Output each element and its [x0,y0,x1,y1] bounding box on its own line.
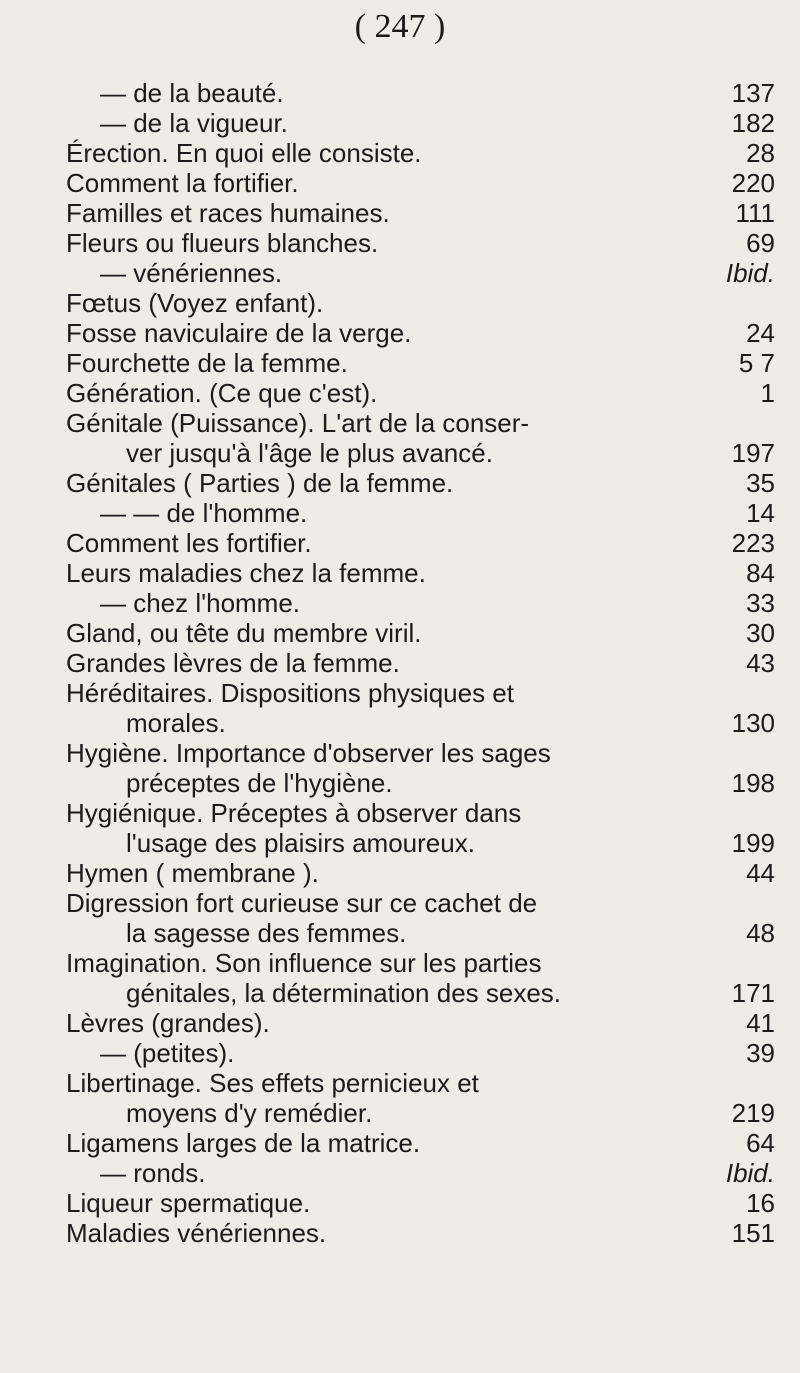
entry-page-number: 39 [746,1038,775,1068]
entry-page-number: 41 [746,1008,775,1038]
entry-text: Maladies vénériennes. [66,1218,327,1248]
entry-line [0,588,800,618]
entry-page-number: 111 [735,198,775,228]
entry-line [0,648,800,678]
index-entry [0,408,800,468]
entry-line [0,168,800,198]
entry-line [0,288,800,318]
entry-text: — de la beauté. [100,78,284,108]
index-entry [0,1068,800,1128]
entry-page-number: 199 [731,828,775,858]
entry-text: Ligamens larges de la matrice. [66,1128,421,1158]
entry-page-number: 5 7 [738,348,775,378]
entry-text: Hymen ( membrane ). [66,858,319,888]
entry-line [0,78,800,108]
index-entry [0,108,800,138]
entry-line [0,1008,800,1038]
entry-line [0,1068,800,1098]
entry-text: Comment la fortifier. [66,168,299,198]
entry-line [0,618,800,648]
entry-text: Héréditaires. Dispositions physiques et [66,678,514,708]
entry-page-number: 219 [731,1098,775,1128]
index-entry [0,738,800,798]
entry-page-number: 1 [760,378,775,408]
entry-line [0,708,800,738]
entry-line [0,498,800,528]
entry-line [0,318,800,348]
index-entry [0,588,800,618]
entry-line [0,138,800,168]
entry-line [0,108,800,138]
entry-line [0,1188,800,1218]
entry-text: Leurs maladies chez la femme. [66,558,426,588]
entry-page-number: 35 [746,468,775,498]
index-entry [0,1128,800,1158]
entry-text: Lèvres (grandes). [66,1008,270,1038]
entry-text: — (petites). [100,1038,235,1068]
entry-text: Libertinage. Ses effets pernicieux et [66,1068,479,1098]
entry-text: Hygiénique. Préceptes à observer dans [66,798,522,828]
entry-text: Érection. En quoi elle consiste. [66,138,422,168]
entry-page-number: 14 [746,498,775,528]
index-entry [0,168,800,198]
entry-text: Fleurs ou flueurs blanches. [66,228,379,258]
entry-text: Fourchette de la femme. [66,348,348,378]
entry-text: Liqueur spermatique. [66,1188,311,1218]
entry-page-number: 198 [731,768,775,798]
entry-text: Fœtus (Voyez enfant). [66,288,324,318]
entry-line [0,408,800,438]
entry-line [0,258,800,288]
entry-line [0,468,800,498]
index-entry [0,198,800,228]
entry-text: Gland, ou tête du membre viril. [66,618,422,648]
entry-line [0,918,800,948]
index-entry [0,888,800,948]
entry-line [0,678,800,708]
index-entry [0,468,800,498]
entry-line [0,738,800,768]
entry-text: Digression fort curieuse sur ce cachet de [66,888,538,918]
index-entry [0,558,800,588]
entry-page-number: 44 [746,858,775,888]
entry-page-number: Ibid. [725,1158,775,1188]
entry-text: génitales, la détermination des sexes. [126,978,562,1008]
entry-line [0,528,800,558]
entry-text: — vénériennes. [100,258,283,288]
entry-page-number: 84 [746,558,775,588]
index-entry [0,858,800,888]
entry-page-number: 220 [731,168,775,198]
entry-text: préceptes de l'hygiène. [126,768,393,798]
entry-page-number: 223 [731,528,775,558]
entry-line [0,378,800,408]
entry-line [0,828,800,858]
entry-text: Grandes lèvres de la femme. [66,648,400,678]
entry-text: Familles et races humaines. [66,198,390,228]
entry-text: ver jusqu'à l'âge le plus avancé. [126,438,493,468]
entry-page-number: 151 [731,1218,775,1248]
entry-page-number: 197 [731,438,775,468]
index-entry [0,1038,800,1068]
entry-text: Génitale (Puissance). L'art de la conser- [66,408,530,438]
entry-page-number: 64 [746,1128,775,1158]
entry-line [0,888,800,918]
index-entry [0,318,800,348]
entry-text: moyens d'y remédier. [126,1098,373,1128]
entry-text: la sagesse des femmes. [126,918,407,948]
entry-page-number: 16 [746,1188,775,1218]
index-entry [0,1008,800,1038]
entry-text: Hygiène. Importance d'observer les sages [66,738,551,768]
index-entry [0,798,800,858]
entry-text: — — de l'homme. [100,498,308,528]
index-entry [0,378,800,408]
index-entry [0,1158,800,1188]
entry-page-number: 69 [746,228,775,258]
index-entry [0,228,800,258]
index-entry [0,78,800,108]
entry-line [0,438,800,468]
entry-text: — ronds. [100,1158,206,1188]
entry-text: Génération. (Ce que c'est). [66,378,378,408]
index-entry [0,348,800,378]
entry-line [0,768,800,798]
entry-page-number: 33 [746,588,775,618]
index-entry [0,528,800,558]
entry-line [0,1218,800,1248]
entry-line [0,1128,800,1158]
entry-page-number: 24 [746,318,775,348]
entry-text: — chez l'homme. [100,588,301,618]
index-entry [0,138,800,168]
entry-page-number: 171 [731,978,775,1008]
entry-line [0,858,800,888]
index-entry [0,948,800,1008]
index-entry [0,1218,800,1248]
page-number: ( 247 ) [354,8,446,45]
index-entry [0,288,800,318]
index-entry [0,678,800,738]
entry-line [0,1098,800,1128]
entry-text: Imagination. Son influence sur les parties [66,948,542,978]
index-entry [0,258,800,288]
index-entries [0,78,800,1248]
entry-line [0,798,800,828]
entry-line [0,1158,800,1188]
index-entry [0,648,800,678]
entry-line [0,198,800,228]
index-entry [0,618,800,648]
entry-page-number: 130 [731,708,775,738]
entry-page-number: 182 [731,108,775,138]
entry-page-number: 30 [746,618,775,648]
entry-line [0,1038,800,1068]
entry-page-number: 28 [746,138,775,168]
entry-line [0,228,800,258]
entry-page-number: 48 [746,918,775,948]
entry-line [0,948,800,978]
index-entry [0,498,800,528]
entry-line [0,348,800,378]
entry-text: Comment les fortifier. [66,528,312,558]
entry-page-number: 137 [731,78,775,108]
entry-text: Génitales ( Parties ) de la femme. [66,468,454,498]
entry-page-number: Ibid. [725,258,775,288]
entry-text: morales. [126,708,226,738]
entry-page-number: 43 [746,648,775,678]
entry-text: Fosse naviculaire de la verge. [66,318,412,348]
entry-line [0,558,800,588]
index-entry [0,1188,800,1218]
entry-text: l'usage des plaisirs amoureux. [126,828,475,858]
entry-text: — de la vigueur. [100,108,288,138]
entry-line [0,978,800,1008]
